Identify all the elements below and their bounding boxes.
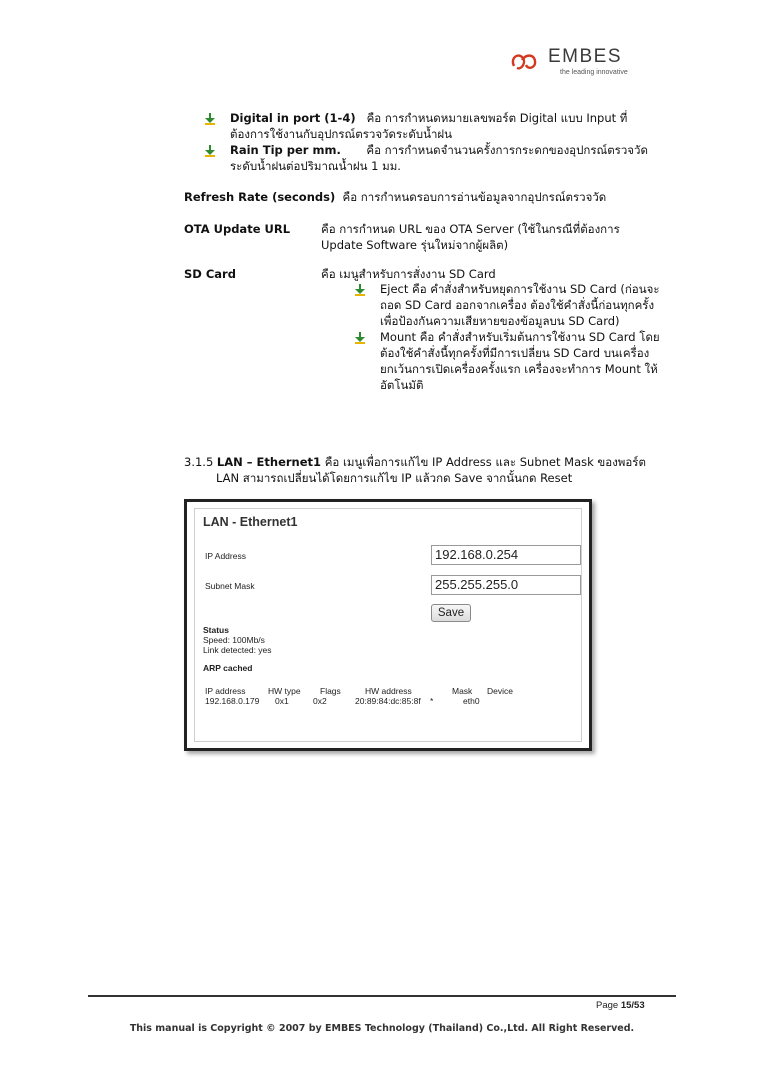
subnet-mask-label: Subnet Mask bbox=[205, 581, 255, 591]
arp-header-mask: Mask bbox=[452, 686, 473, 696]
page-total: /53 bbox=[631, 1000, 645, 1011]
sdcard-eject-line-1: Eject คือ คำสั่งสำหรับหยุดการใช้งาน SD Card (ก่อนจะ bbox=[380, 282, 660, 296]
section-number: 3.1.5 bbox=[184, 455, 214, 469]
sdcard-eject-line-3: เพื่อป้องกันความเสียหายของข้อมูลบน SD Card) bbox=[380, 314, 620, 328]
ip-address-input[interactable]: 192.168.0.254 bbox=[431, 545, 581, 565]
sdcard-mount-line-1: Mount คือ คำสั่งสำหรับเริ่มต้นการใช้งาน SD Card โดย bbox=[380, 330, 660, 344]
footer-rule bbox=[88, 995, 676, 997]
section-title: LAN – Ethernet1 bbox=[216, 455, 322, 469]
section-heading bbox=[184, 454, 646, 470]
bullet-arrow-icon bbox=[205, 113, 215, 125]
bullet-arrow-icon bbox=[355, 284, 365, 296]
logo-tagline: the leading innovative bbox=[560, 69, 628, 76]
arp-header-flags: Flags bbox=[320, 686, 341, 696]
sdcard-desc: คือ เมนูสำหรับการสั่งงาน SD Card bbox=[321, 267, 496, 281]
ota-desc2: Update Software รุ่นใหม่จากผู้ผลิต) bbox=[321, 238, 509, 252]
sdcard-mount-line-2: ต้องใช้คำสั่งนี้ทุกครั้งที่มีการเปลี่ยน SD Card บนเครื่อง bbox=[380, 346, 650, 360]
arp-cell-mask: * bbox=[430, 696, 434, 706]
arp-title: ARP cached bbox=[203, 663, 253, 673]
embes-logo-icon bbox=[508, 48, 544, 74]
arp-cell-flags: 0x2 bbox=[313, 696, 327, 706]
refresh-rate-line bbox=[184, 189, 606, 205]
sdcard-mount-line-4: อัตโนมัติ bbox=[380, 378, 424, 392]
sdcard-eject-line-2: ถอด SD Card ออกจากเครื่อง ต้องใช้คำสั่งนี้ก่อนทุกครั้ง bbox=[380, 298, 655, 312]
arp-header-ip: IP address bbox=[205, 686, 246, 696]
status-speed: Speed: 100Mb/s bbox=[203, 635, 265, 645]
arp-header-device: Device bbox=[487, 686, 513, 696]
embes-logo bbox=[508, 44, 638, 82]
subnet-mask-input[interactable]: 255.255.255.0 bbox=[431, 575, 581, 595]
digital-in-port-term: Digital in port (1-4) bbox=[230, 111, 356, 125]
rain-tip-desc: คือ การกำหนดจำนวนครั้งการกระดกของอุปกรณ์ตรวจวัด bbox=[366, 143, 648, 157]
lan-ethernet-screenshot bbox=[184, 499, 592, 751]
save-button[interactable]: Save bbox=[431, 604, 471, 622]
lan-panel bbox=[194, 508, 582, 742]
digital-in-port-desc: คือ การกำหนดหมายเลขพอร์ต Digital แบบ Input ที่ bbox=[366, 111, 628, 125]
arp-cell-ip: 192.168.0.179 bbox=[205, 696, 260, 706]
arp-cell-device: eth0 bbox=[463, 696, 480, 706]
bullet-arrow-icon bbox=[355, 332, 365, 344]
page-current: 15 bbox=[620, 1000, 632, 1011]
arp-header-hwtype: HW type bbox=[268, 686, 301, 696]
bullet-arrow-icon bbox=[205, 145, 215, 157]
refresh-rate-desc: คือ การกำหนดรอบการอ่านข้อมูลจากอุปกรณ์ตรวจวัด bbox=[342, 190, 607, 204]
page-number bbox=[596, 1000, 645, 1011]
status-title: Status bbox=[203, 625, 229, 635]
ota-desc: คือ การกำหนด URL ของ OTA Server (ใช้ในกรณีที่ต้องการ bbox=[321, 222, 620, 236]
rain-tip-term: Rain Tip per mm. bbox=[230, 143, 341, 157]
ip-address-label: IP Address bbox=[205, 551, 246, 561]
sdcard-term: SD Card bbox=[184, 267, 236, 281]
arp-cell-hwaddress: 20:89:84:dc:85:8f bbox=[355, 696, 421, 706]
ota-term: OTA Update URL bbox=[184, 222, 291, 236]
page-prefix: Page bbox=[596, 1000, 621, 1011]
digital-in-port-desc2: ต้องการใช้งานกับอุปกรณ์ตรวจวัดระดับน้ำฝน bbox=[230, 127, 453, 141]
status-link: Link detected: yes bbox=[203, 645, 272, 655]
logo-text: EMBES bbox=[548, 46, 623, 67]
rain-tip-line bbox=[230, 142, 648, 158]
arp-header-hwaddress: HW address bbox=[365, 686, 412, 696]
section-desc2: LAN สามารถเปลี่ยนได้โดยการแก้ไข IP แล้วกด Save จากนั้นกด Reset bbox=[216, 471, 573, 485]
arp-cell-hwtype: 0x1 bbox=[275, 696, 289, 706]
copyright-notice: This manual is Copyright © 2007 by EMBES Technology (Thailand) Co.,Ltd. All Right Reserved. bbox=[129, 1023, 635, 1034]
section-desc: คือ เมนูเพื่อการแก้ไข IP Address และ Subnet Mask ของพอร์ต bbox=[324, 455, 646, 469]
sdcard-mount-line-3: ยกเว้นการเปิดเครื่องครั้งแรก เครื่องจะทำการ Mount ให้ bbox=[380, 362, 658, 376]
lan-panel-title: LAN - Ethernet1 bbox=[203, 515, 298, 529]
rain-tip-desc2: ระดับน้ำฝนต่อปริมาณน้ำฝน 1 มม. bbox=[230, 159, 401, 173]
refresh-rate-term: Refresh Rate (seconds) bbox=[184, 190, 336, 204]
digital-in-port-line bbox=[230, 110, 627, 126]
